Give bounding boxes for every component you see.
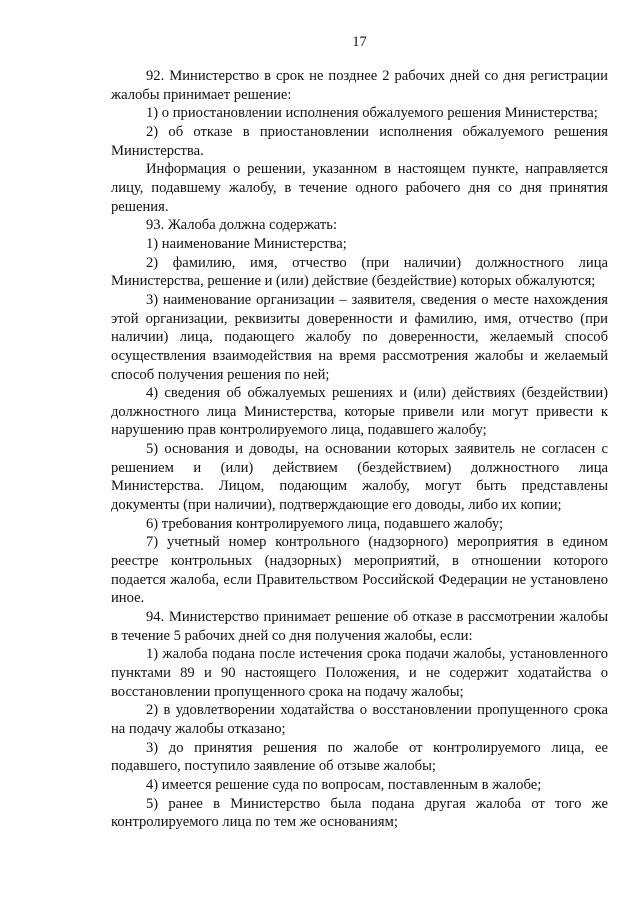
list-item: 2) в удовлетворении ходатайства о восстановлении пропущенного срока на подачу жалобы отказано; [111, 702, 608, 737]
list-item: 5) ранее в Министерство была подана другая жалоба от того же контролируемого лица по тем же основаниям; [111, 795, 608, 831]
page-number: 17 [352, 34, 367, 50]
list-item: 2) об отказе в приостановлении исполнения обжалуемого решения Министерства. [111, 123, 608, 159]
list-item: 5) основания и доводы, на основании которых заявитель не согласен с решением и (или) действием (бездействием) должностного лица Министерства. Лицом, подающим жалобу, могут быть представлены документы (при наличии), подтверждающие его доводы, либо их копии; [111, 441, 608, 514]
list-item: 1) жалоба подана после истечения срока подачи жалобы, установленного пунктами 89 и 90 настоящего Положения, и не содержит ходатайства о восстановлении пропущенного срока на подачу жалобы; [111, 646, 608, 700]
list-item: 2) фамилию, имя, отчество (при наличии) должностного лица Министерства, решение и (или) действие (бездействие) которых обжалуются; [111, 254, 608, 290]
paragraph-text: Информация о решении, указанном в настоящем пункте, направляется лицу, подавшему жалобу, в течение одного рабочего дня со дня принятия решения. [111, 161, 608, 215]
list-item: 1) наименование Министерства; [146, 235, 347, 252]
list-item: 7) учетный номер контрольного (надзорного) мероприятия в едином реестре контрольных (надзорных) мероприятий, в отношении которого подается жалоба, если Правительством Российской Федерации не установлено иное. [111, 534, 608, 607]
paragraph-93: 93. Жалоба должна содержать: [146, 217, 337, 234]
document-page [111, 30, 608, 832]
paragraph-92: 92. Министерство в срок не позднее 2 рабочих дней со дня регистрации жалобы принимает решение: [111, 68, 608, 103]
list-item: 4) имеется решение суда по вопросам, поставленным в жалобе; [146, 776, 542, 793]
list-item: 3) до принятия решения по жалобе от контролируемого лица, ее подавшего, поступило заявление об отзыве жалобы; [111, 739, 608, 775]
document-body [111, 67, 608, 832]
paragraph-94: 94. Министерство принимает решение об отказе в рассмотрении жалобы в течение 5 рабочих дней со дня получения жалобы, если: [111, 609, 608, 644]
list-item: 3) наименование организации – заявителя, сведения о месте нахождения этой организации, реквизиты доверенности и фамилию, имя, отчество (при наличии) лица, подающего жалобу по доверенности, желаемый способ осуществления взаимодействия на время рассмотрения жалобы и желаемый способ получения решения по ней; [111, 291, 608, 383]
list-item: 6) требования контролируемого лица, подавшего жалобу; [146, 515, 504, 532]
list-item: 4) сведения об обжалуемых решениях и (или) действиях (бездействии) должностного лица Министерства, которые привели или могут привести к нарушению прав контролируемого лица, подавшего жалобу; [111, 385, 608, 439]
list-item: 1) о приостановлении исполнения обжалуемого решения Министерства; [146, 105, 598, 122]
